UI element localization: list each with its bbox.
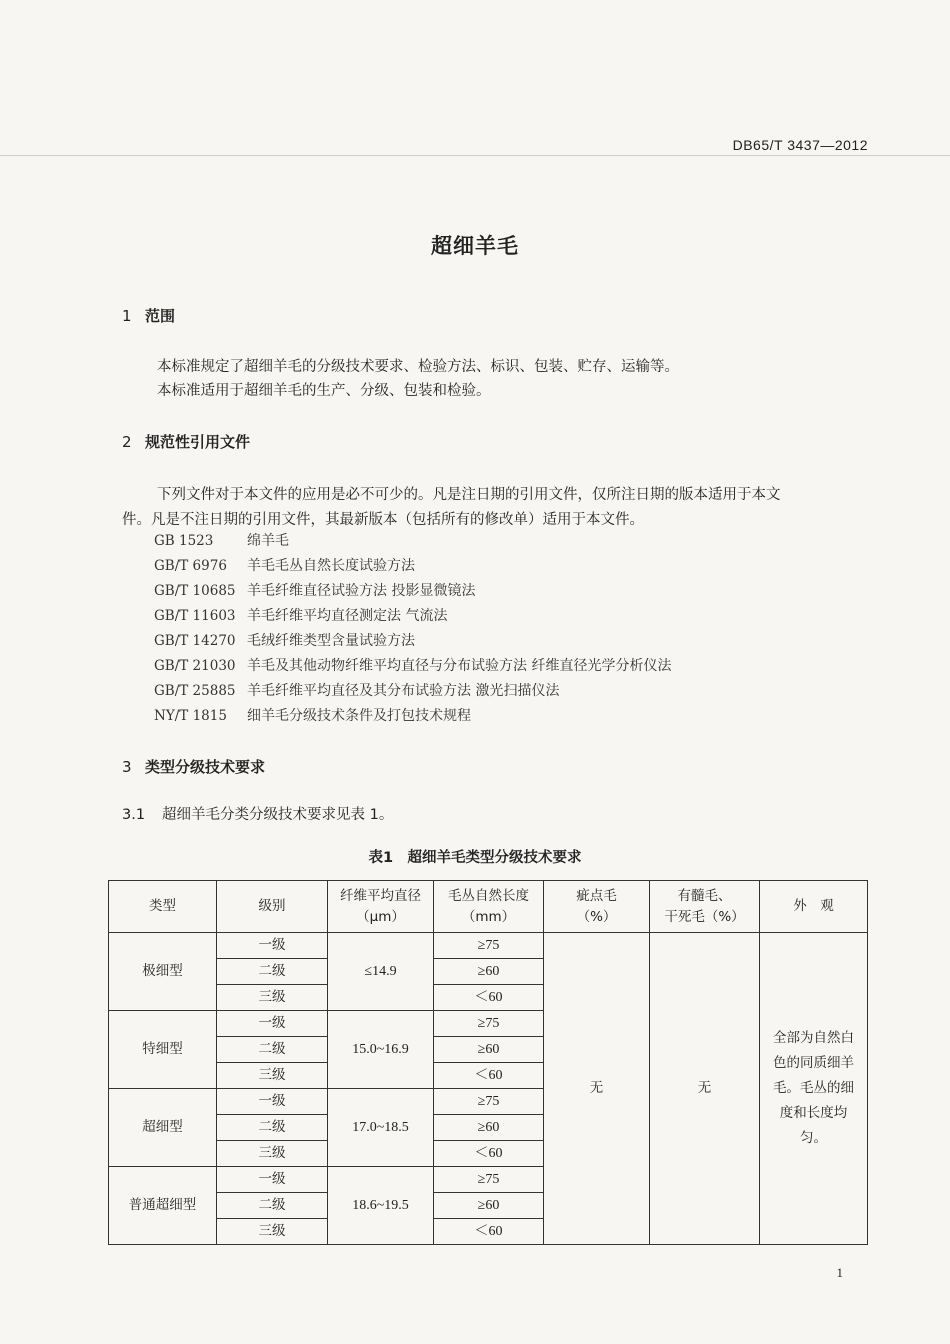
section-title: 类型分级技术要求 [145,758,266,776]
length-cell: ≥60 [434,1115,544,1141]
length-cell: ≥60 [434,959,544,985]
type-cell: 超细型 [109,1089,217,1167]
header-grade: 级别 [217,881,328,933]
header-diameter: 纤维平均直径 （μm） [328,881,434,933]
grade-cell: 二级 [217,959,328,985]
length-cell: ≥60 [434,1037,544,1063]
header-divider [0,155,950,156]
section-2-paragraph-line-1: 下列文件对于本文件的应用是必不可少的。凡是注日期的引用文件，仅所注日期的版本适用于本文 [157,487,781,503]
normative-references-list [154,529,671,729]
section-2-paragraph-line-2: 件。凡是不注日期的引用文件，其最新版本（包括所有的修改单）适用于本文件。 [122,512,644,528]
grade-cell: 三级 [217,985,328,1011]
section-1-paragraph-2: 本标准适用于超细羊毛的生产、分级、包装和检验。 [157,383,491,399]
reference-item [154,704,671,729]
subsection-3-1 [122,803,393,828]
section-1-heading [122,305,175,326]
reference-name: 细羊毛分级技术条件及打包技术规程 [247,708,471,724]
document-title: 超细羊毛 [431,234,519,258]
header-appearance: 外 观 [760,881,868,933]
grade-cell: 一级 [217,1167,328,1193]
length-cell: ≥75 [434,1089,544,1115]
type-cell: 普通超细型 [109,1167,217,1245]
section-1-paragraph-1: 本标准规定了超细羊毛的分级技术要求、检验方法、标识、包装、贮存、运输等。 [157,359,679,375]
length-cell: ＜60 [434,1063,544,1089]
reference-name: 羊毛毛丛自然长度试验方法 [247,558,415,574]
reference-item [154,579,671,604]
grading-requirements-table [108,880,868,1245]
table-header-row [109,881,868,933]
section-title: 规范性引用文件 [145,433,251,451]
reference-item [154,529,671,554]
reference-item [154,604,671,629]
grade-cell: 二级 [217,1193,328,1219]
section-3-heading [122,756,265,777]
reference-item [154,679,671,704]
length-cell: ≥60 [434,1193,544,1219]
reference-name: 羊毛及其他动物纤维平均直径与分布试验方法 纤维直径光学分析仪法 [247,658,672,674]
table-row [109,933,868,959]
reference-code: GB/T 10685 [154,583,236,599]
reference-item [154,629,671,654]
section-2-heading [122,431,250,452]
section-number: 1 [122,307,132,325]
reference-name: 羊毛纤维平均直径测定法 气流法 [247,608,448,624]
document-id: DB65/T 3437—2012 [732,137,868,153]
header-medulla-wool: 有髓毛、 干死毛（%） [650,881,760,933]
grade-cell: 一级 [217,1011,328,1037]
grade-cell: 一级 [217,933,328,959]
reference-name: 绵羊毛 [247,533,289,549]
grade-cell: 一级 [217,1089,328,1115]
section-number: 3 [122,758,132,776]
grade-cell: 二级 [217,1115,328,1141]
header-length: 毛丛自然长度 （mm） [434,881,544,933]
type-cell: 特细型 [109,1011,217,1089]
diameter-cell: 15.0~16.9 [328,1011,434,1089]
length-cell: ≥75 [434,1167,544,1193]
grade-cell: 三级 [217,1141,328,1167]
grade-cell: 三级 [217,1219,328,1245]
grade-cell: 三级 [217,1063,328,1089]
grade-cell: 二级 [217,1037,328,1063]
reference-code: GB/T 6976 [154,558,227,574]
length-cell: ＜60 [434,1141,544,1167]
diameter-cell: 17.0~18.5 [328,1089,434,1167]
length-cell: ≥75 [434,933,544,959]
reference-item [154,554,671,579]
section-number: 2 [122,433,132,451]
length-cell: ＜60 [434,985,544,1011]
reference-code: GB/T 11603 [154,608,236,624]
diameter-cell: ≤14.9 [328,933,434,1011]
medulla-wool-cell: 无 [650,933,760,1245]
table-caption: 表1 超细羊毛类型分级技术要求 [368,850,582,866]
diameter-cell: 18.6~19.5 [328,1167,434,1245]
section-title: 范围 [145,307,176,325]
header-type: 类型 [109,881,217,933]
length-cell: ≥75 [434,1011,544,1037]
reference-code: GB/T 14270 [154,633,236,649]
reference-code: GB 1523 [154,533,214,549]
reference-code: GB/T 25885 [154,683,236,699]
reference-code: NY/T 1815 [154,708,227,724]
length-cell: ＜60 [434,1219,544,1245]
reference-name: 羊毛纤维平均直径及其分布试验方法 激光扫描仪法 [247,683,560,699]
reference-name: 毛绒纤维类型含量试验方法 [247,633,415,649]
spot-wool-cell: 无 [544,933,650,1245]
reference-code: GB/T 21030 [154,658,236,674]
type-cell: 极细型 [109,933,217,1011]
subsection-text: 超细羊毛分类分级技术要求见表 1。 [162,807,394,823]
header-spot-wool: 疵点毛 （%） [544,881,650,933]
page-number: 1 [836,1265,843,1280]
appearance-cell: 全部为自然白色的同质细羊毛。毛丛的细度和长度均匀。 [760,933,868,1245]
reference-item [154,654,671,679]
subsection-number: 3.1 [122,807,146,823]
reference-name: 羊毛纤维直径试验方法 投影显微镜法 [247,583,476,599]
